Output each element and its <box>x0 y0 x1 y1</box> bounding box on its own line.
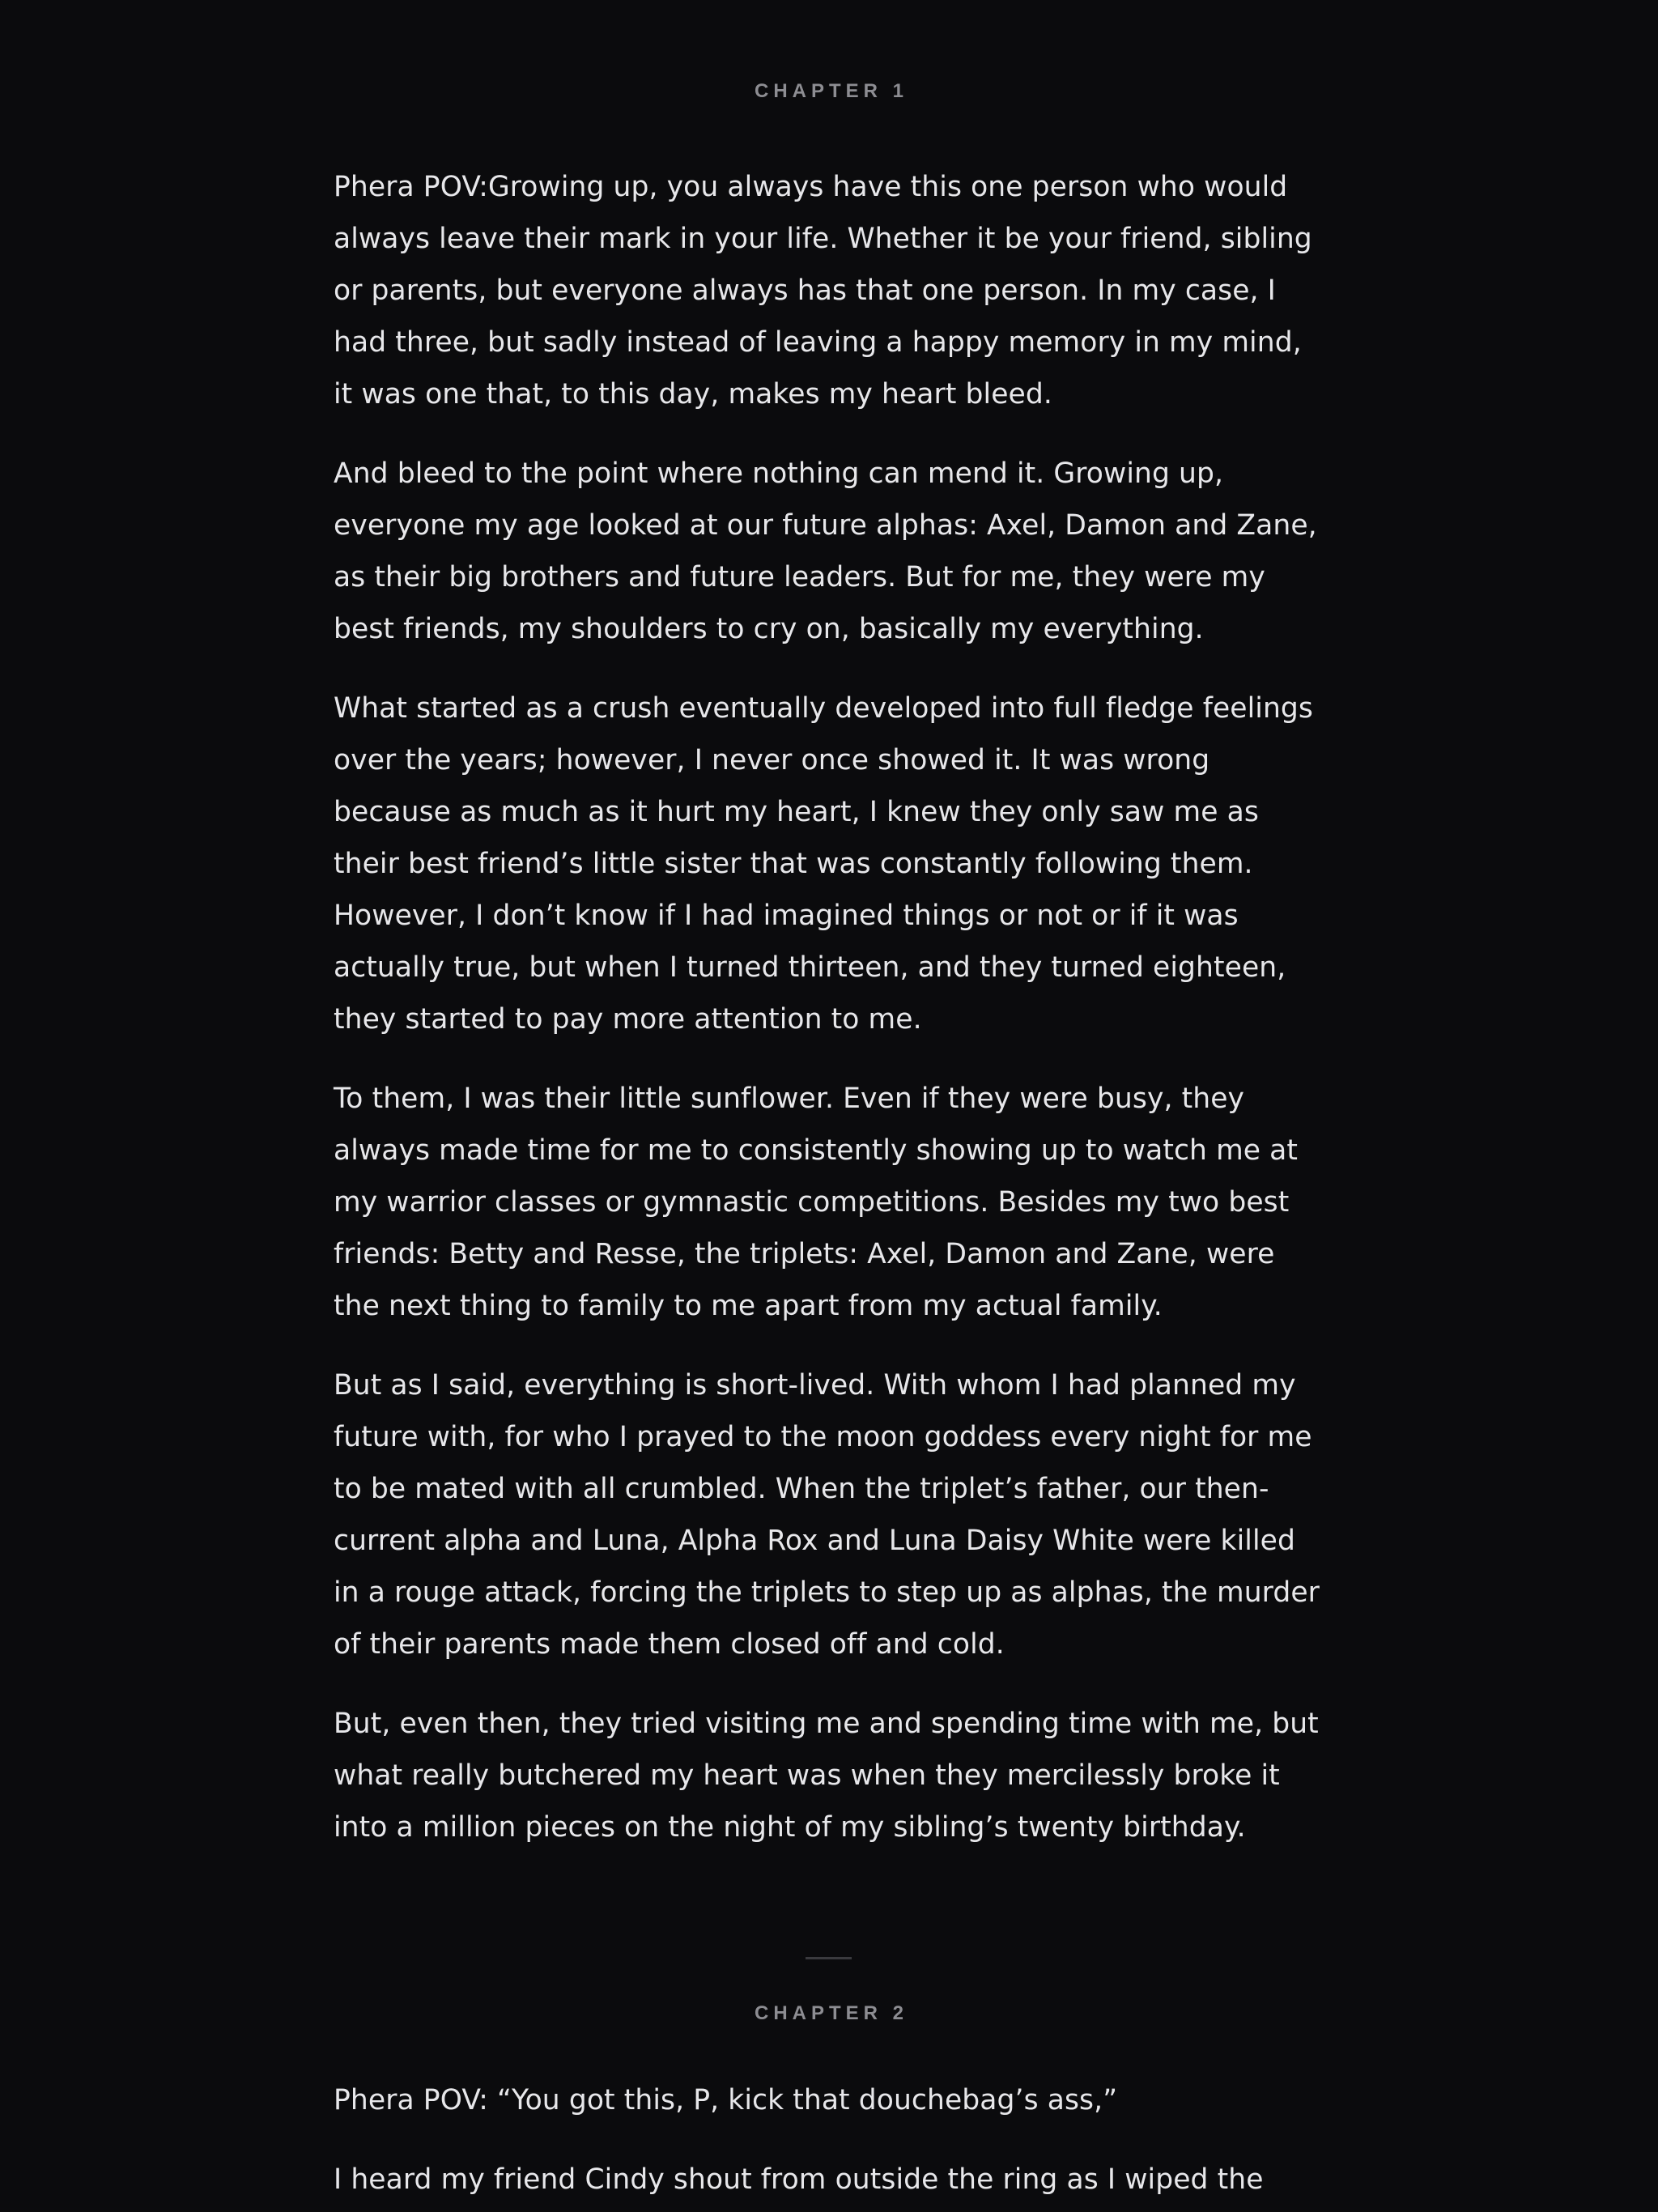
chapter-1-paragraph: But as I said, everything is short-lived. With whom I had planned my future with, for who I prayed to the moon goddess every night for me to be mated with all crumbled. When the triplet’s father, our then-current alpha and Luna, Alpha Rox and Luna Daisy White were killed in a rouge attack, forcing the triplets to step up as alphas, the murder of their parents made them closed off and cold. <box>334 1369 1320 1661</box>
chapter-1-paragraph: But, even then, they tried visiting me and spending time with me, but what really butchered my heart was when they mercilessly broke it into a million pieces on the night of my sibling’s twenty birthday. <box>334 1708 1319 1844</box>
chapter-1-paragraph: And bleed to the point where nothing can mend it. Growing up, everyone my age looked at our future alphas: Axel, Damon and Zane, as their big brothers and future leaders. But for me, they were my best friends, my shoulders to cry on, basically my everything. <box>334 457 1317 645</box>
chapter-2-heading: CHAPTER 2 <box>754 2002 909 2024</box>
chapter-divider <box>806 1957 852 1959</box>
chapter-2-paragraph: Phera POV: “You got this, P, kick that douchebag’s ass,” <box>334 2084 1118 2116</box>
chapter-1-paragraph: Phera POV:Growing up, you always have this one person who would always leave their mark in your life. Whether it be your friend, sibling or parents, but everyone always has that one person. In my case, I had three, but sadly instead of leaving a happy memory in my mind, it was one that, to this day, makes my heart bleed. <box>334 171 1312 410</box>
chapter-1-paragraph: What started as a crush eventually developed into full fledge feelings over the years; however, I never once showed it. It was wrong because as much as it hurt my heart, I knew they only saw me as their best friend’s little sister that was constantly following them. However, I don’t know if I had imagined things or not or if it was actually true, but when I turned thirteen, and they turned eighteen, they started to pay more attention to me. <box>334 692 1314 1036</box>
chapter-2-body <box>334 2074 1329 2212</box>
chapter-1-heading: CHAPTER 1 <box>754 80 909 102</box>
chapter-1-body <box>334 161 1329 1881</box>
chapter-1-paragraph: To them, I was their little sunflower. Even if they were busy, they always made time for me to consistently showing up to watch me at my warrior classes or gymnastic competitions. Besides my two best friends: Betty and Resse, the triplets: Axel, Damon and Zane, were the next thing to family to me apart from my actual family. <box>334 1083 1299 1322</box>
chapter-2-paragraph: I heard my friend Cindy shout from outside the ring as I wiped the <box>334 2163 1264 2196</box>
